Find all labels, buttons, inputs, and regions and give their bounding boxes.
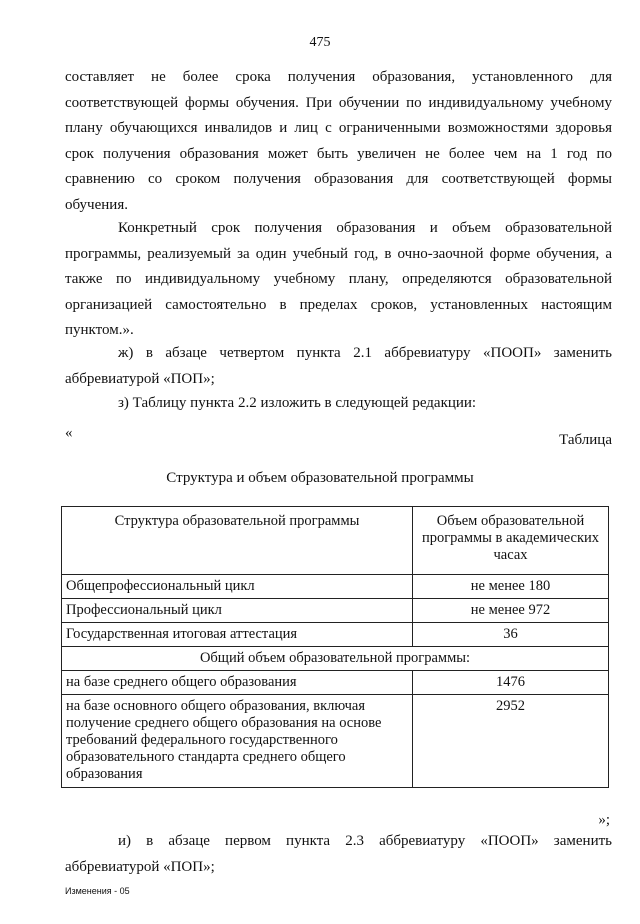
table-row — [62, 671, 609, 695]
row-name: Общепрофессиональный цикл — [62, 575, 413, 599]
paragraph-3-text: ж) в абзаце четвертом пункта 2.1 аббревиатуру «ПООП» заменить аббревиатурой «ПОП»; — [65, 345, 612, 387]
page-number: 475 — [309, 35, 331, 50]
program-table — [61, 506, 609, 788]
paragraph-5-text: и) в абзаце первом пункта 2.3 аббревиатуру «ПООП» заменить аббревиатурой «ПОП»; — [65, 833, 612, 875]
paragraph-2 — [65, 216, 612, 344]
row-name: Профессиональный цикл — [62, 599, 413, 623]
row-name: на базе среднего общего образования — [62, 671, 413, 695]
total-label: Общий объем образовательной программы: — [62, 647, 609, 671]
row-name: на базе основного общего образования, включая получение среднего общего образования на основе требований федерального государственного образовательного стандарта среднего общего образования — [62, 695, 413, 788]
header-structure: Структура образовательной программы — [62, 507, 413, 575]
table-row — [62, 575, 609, 599]
paragraph-2-text: Конкретный срок получения образования и объем образовательной программы, реализуемый за один учебный год, в очно-заочной форме обучения, а также по индивидуальному учебному плану, определяются образовательной организацией самостоятельно в пределах сроков, установленных настоящим пунктом.». — [65, 220, 612, 338]
row-name: Государственная итоговая аттестация — [62, 623, 413, 647]
table-row — [62, 599, 609, 623]
header-volume: Объем образовательной программы в академических часах — [413, 507, 609, 575]
close-quote: »; — [598, 812, 610, 828]
paragraph-3 — [65, 341, 612, 392]
row-value: не менее 972 — [413, 599, 609, 623]
open-quote: « — [65, 425, 73, 441]
row-value: не менее 180 — [413, 575, 609, 599]
footer-note: Изменения - 05 — [65, 886, 130, 896]
paragraph-1 — [65, 65, 612, 218]
row-value: 2952 — [413, 695, 609, 788]
table-label: Таблица — [559, 432, 612, 448]
paragraph-4-text: з) Таблицу пункта 2.2 изложить в следующей редакции: — [118, 395, 477, 411]
table-header-row — [62, 507, 609, 575]
row-value: 1476 — [413, 671, 609, 695]
table-title: Структура и объем образовательной программы — [166, 470, 474, 486]
table-row — [62, 623, 609, 647]
paragraph-4 — [65, 391, 612, 417]
paragraph-1-text: составляет не более срока получения образования, установленного для соответствующей формы обучения. При обучении по индивидуальному учебному плану обучающихся инвалидов и лиц с ограниченными возможностями здоровья срок получения образования может быть увеличен не более чем на 1 год по сравнению со сроком получения образования для соответствующей формы обучения. — [65, 69, 612, 213]
paragraph-5 — [65, 829, 612, 880]
table-total-row — [62, 647, 609, 671]
row-value: 36 — [413, 623, 609, 647]
table-row — [62, 695, 609, 788]
